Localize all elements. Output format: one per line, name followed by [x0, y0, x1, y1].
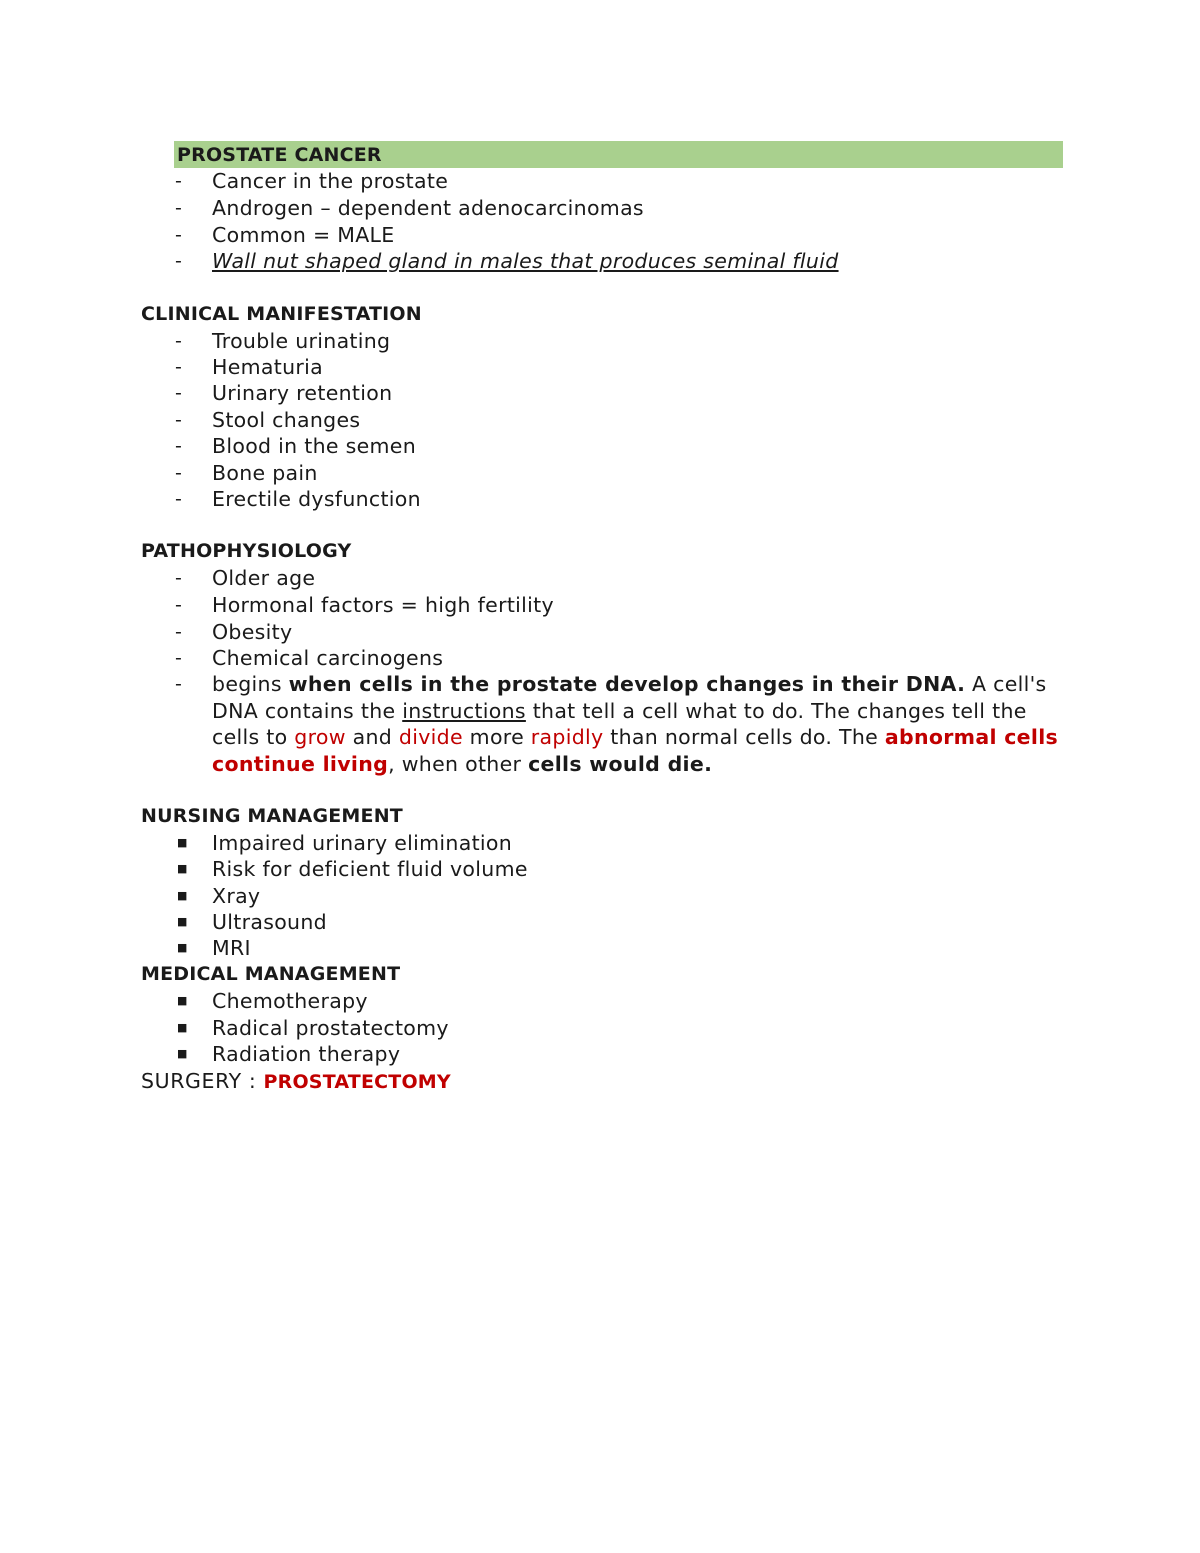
- list-item: [0, 486, 1200, 513]
- dash-bullet: -: [175, 356, 182, 378]
- square-bullet-icon: ■: [177, 994, 188, 1007]
- para-text: A cell's DNA contains the: [212, 672, 1047, 723]
- list-item: [0, 619, 1200, 646]
- para-text: begins: [212, 672, 289, 696]
- para-bold-text: cells would die.: [528, 751, 713, 776]
- list-item-text: Urinary retention: [212, 381, 393, 405]
- list-item: [0, 1015, 1200, 1042]
- list-item: [0, 830, 1200, 857]
- dash-bullet: -: [175, 647, 182, 669]
- para-underlined-text: instructions: [402, 698, 526, 723]
- list-item-text: Cancer in the prostate: [212, 169, 449, 193]
- list-item-text: Impaired urinary elimination: [212, 831, 513, 855]
- list-item-text: Hematuria: [212, 355, 323, 379]
- list-item-text: Chemotherapy: [212, 989, 368, 1013]
- list-item-text: Risk for deficient fluid volume: [212, 857, 528, 881]
- list-item-text: Trouble urinating: [212, 329, 391, 353]
- para-red-text: divide: [398, 725, 463, 749]
- para-text: than normal cells do. The: [603, 725, 885, 749]
- para-red-text: grow: [294, 725, 346, 749]
- para-red-bold-text: abnormal cells continue living: [212, 725, 1059, 776]
- dash-bullet: -: [175, 435, 182, 457]
- dash-bullet: -: [175, 197, 182, 219]
- list-item: [0, 460, 1200, 487]
- list-item-text: Common = MALE: [212, 223, 395, 247]
- dash-bullet: -: [175, 673, 182, 695]
- list-item: [0, 380, 1200, 407]
- list-item: [0, 195, 1200, 222]
- list-item-text: Bone pain: [212, 461, 318, 485]
- dash-bullet: -: [175, 250, 182, 272]
- list-item: [0, 909, 1200, 936]
- list-item: [0, 328, 1200, 355]
- list-item-text: Stool changes: [212, 408, 361, 432]
- list-item-text: Obesity: [212, 620, 293, 644]
- section-heading-medical: MEDICAL MANAGEMENT: [141, 963, 401, 985]
- square-bullet-icon: ■: [177, 1021, 188, 1034]
- para-bold-text: when cells in the prostate develop changes in their DNA.: [288, 672, 966, 696]
- list-item-text: Hormonal factors = high fertility: [212, 593, 554, 617]
- square-bullet-icon: ■: [177, 862, 188, 875]
- list-item-text: Xray: [212, 884, 261, 908]
- dash-bullet: -: [175, 170, 182, 192]
- pathophysiology-paragraph: [212, 671, 1072, 777]
- list-item: [0, 407, 1200, 434]
- list-item: [0, 883, 1200, 910]
- list-item-text: Ultrasound: [212, 910, 327, 934]
- list-item: [0, 222, 1200, 249]
- page-title: PROSTATE CANCER: [177, 144, 382, 166]
- dash-bullet: -: [175, 224, 182, 246]
- surgery-value: PROSTATECTOMY: [263, 1071, 451, 1093]
- section-heading-pathophysiology: PATHOPHYSIOLOGY: [141, 540, 352, 562]
- list-item: [0, 856, 1200, 883]
- para-text: that tell a cell what to do. The changes tell the cells to: [212, 698, 1027, 749]
- list-item-text: MRI: [212, 936, 251, 960]
- square-bullet-icon: ■: [177, 1047, 188, 1060]
- square-bullet-icon: ■: [177, 836, 188, 849]
- square-bullet-icon: ■: [177, 915, 188, 928]
- list-item: [0, 1041, 1200, 1068]
- list-item-text: Androgen – dependent adenocarcinomas: [212, 196, 644, 220]
- list-item: [0, 935, 1200, 962]
- list-item-text: Erectile dysfunction: [212, 487, 421, 511]
- list-item-text: Older age: [212, 566, 316, 590]
- list-item-text: Blood in the semen: [212, 434, 417, 458]
- surgery-label: SURGERY :: [141, 1069, 264, 1093]
- title-highlight-bar: [174, 141, 1063, 168]
- list-item: [0, 565, 1200, 592]
- list-item: [0, 433, 1200, 460]
- para-text: , when other: [388, 751, 529, 776]
- list-item-text: Radical prostatectomy: [212, 1016, 449, 1040]
- section-heading-nursing: NURSING MANAGEMENT: [141, 805, 403, 827]
- para-text: more: [462, 725, 531, 749]
- list-item-text-emphasized: Wall nut shaped gland in males that produces seminal fluid: [212, 249, 839, 273]
- dash-bullet: -: [175, 488, 182, 510]
- para-text: and: [345, 725, 399, 749]
- list-item-text: Chemical carcinogens: [212, 646, 444, 670]
- dash-bullet: -: [175, 382, 182, 404]
- dash-bullet: -: [175, 462, 182, 484]
- dash-bullet: -: [175, 594, 182, 616]
- list-item: [0, 168, 1200, 195]
- list-item: [0, 592, 1200, 619]
- list-item: [0, 248, 1200, 275]
- square-bullet-icon: ■: [177, 889, 188, 902]
- dash-bullet: -: [175, 330, 182, 352]
- list-item: [0, 988, 1200, 1015]
- dash-bullet: -: [175, 621, 182, 643]
- para-red-text: rapidly: [530, 725, 604, 749]
- dash-bullet: -: [175, 409, 182, 431]
- list-item: [0, 645, 1200, 672]
- section-heading-clinical: CLINICAL MANIFESTATION: [141, 303, 422, 325]
- surgery-line: [141, 1068, 451, 1095]
- list-item-text: Radiation therapy: [212, 1042, 401, 1066]
- square-bullet-icon: ■: [177, 941, 188, 954]
- dash-bullet: -: [175, 567, 182, 589]
- list-item: [0, 354, 1200, 381]
